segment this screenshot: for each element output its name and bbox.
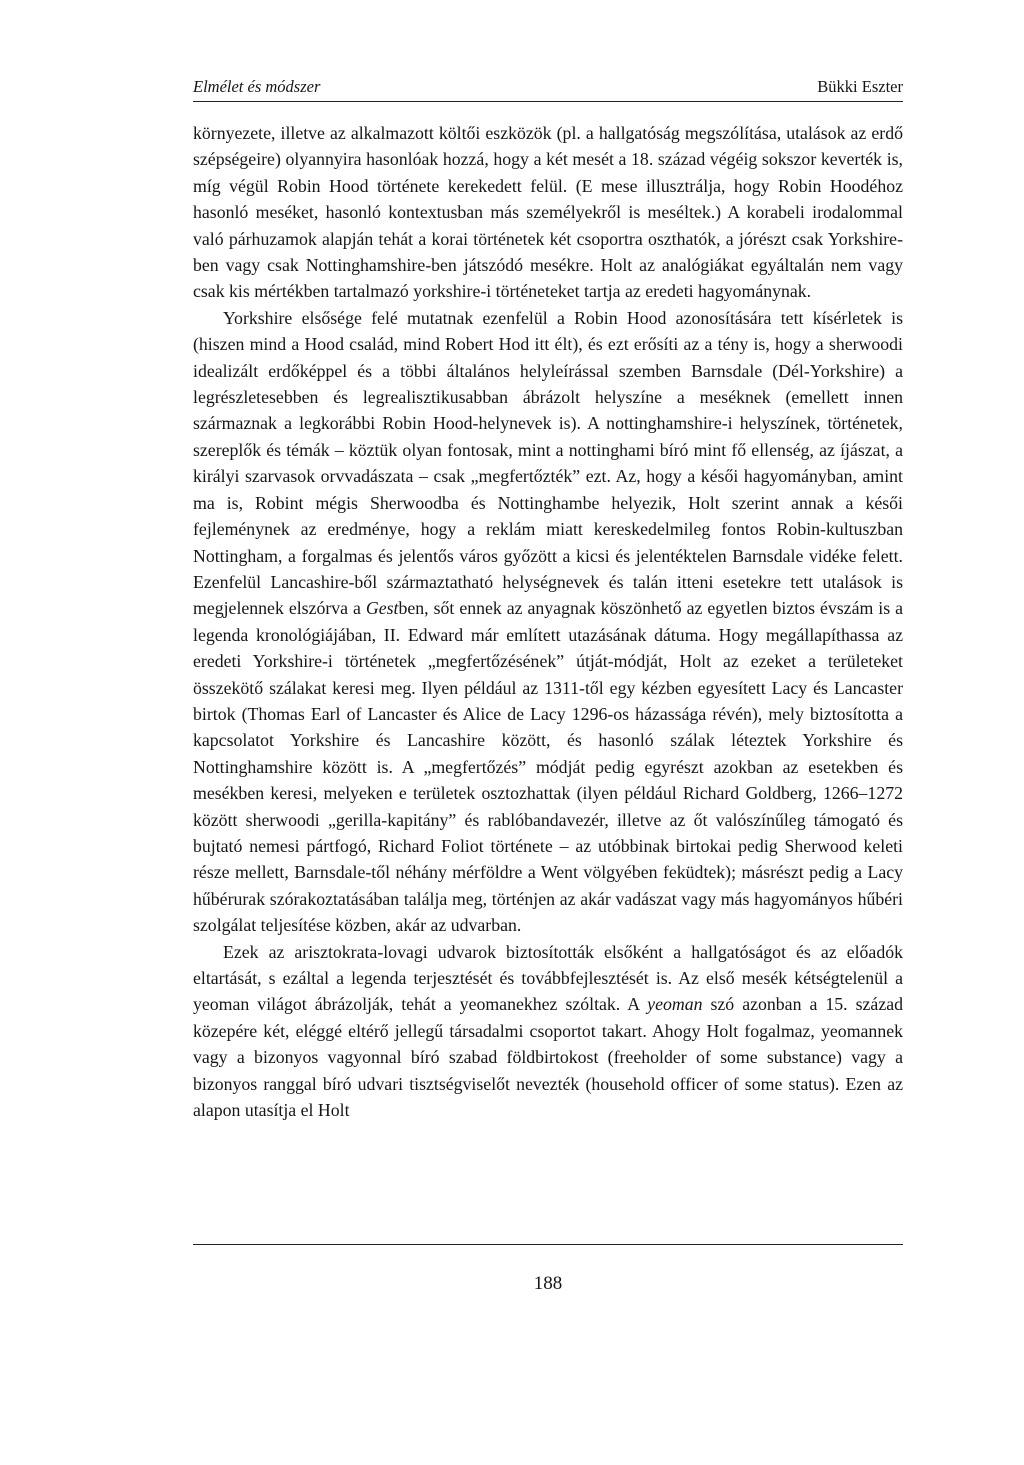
body-text bbox=[193, 120, 903, 1123]
paragraph-2 bbox=[193, 305, 903, 939]
section-title: Elmélet és módszer bbox=[193, 77, 321, 96]
paragraph-3-continued: szó azonban a 15. század közepére két, eléggé eltérő jellegű társadalmi csoportot takart. Ahogy Holt fogalmaz, yeomannek vagy a bizonyos vagyonnal bíró szabad földbirtokost (freeholder of some substance) vagy a bizonyos ranggal bíró udvari tisztségviselőt nevezték (household officer of some status). Ezen az alapon utasítja el Holt bbox=[193, 994, 903, 1121]
footer-divider bbox=[193, 1244, 903, 1245]
paragraph-2-text: Yorkshire elsősége felé mutatnak ezenfelül a Robin Hood azonosítására tett kísérletek is (hiszen mind a Hood család, mind Robert Hod itt élt), és ezt erősíti az a tény is, hogy a sherwoodi idealizált erdőképpel és a többi általános helyleírással szemben Barnsdale (Dél-Yorkshire) a legrészletesebben és legrealisztikusabban ábrázolt helyszíne a meséknek (emellett innen származnak a legkorábbi Robin Hood-helynevek is). A nottinghamshire-i helyszínek, történetek, szereplők és témák – köztük olyan fontosak, mint a nottinghami bíró mint fő ellenség, az íjászat, a királyi szarvasok orvvadászata – csak „megfertőzték” ezt. Az, hogy a késői hagyományban, amint ma is, Robint mégis Sherwoodba és Nottinghambe helyezik, Holt szerint annak a késői fejleménynek az eredménye, hogy a reklám miatt kereskedelmileg fontos Robin-kultuszban Nottingham, a forgalmas és jelentős város győzött a kicsi és jelentéktelen Barnsdale vidéke felett. Ezenfelül Lancashire-ből származtatható helységnevek és talán itteni esetekre tett utalások is megjelennek elszórva a bbox=[193, 307, 903, 619]
paragraph-1: környezete, illetve az alkalmazott költői eszközök (pl. a hallgatóság megszólítása, utalások az erdő szépségeire) olyannyira hasonlóak hozzá, hogy a két mesét a 18. század végéig sokszor keverték is, míg végül Robin Hood története kerekedett felül. (E mese illusztrálja, hogy Robin Hoodéhoz hasonló meséket, hasonló kontextusban más személyekről is meséltek.) A korabeli irodalommal való párhuzamok alapján tehát a korai történetek két csoportra oszthatók, a jórészt csak Yorkshire-ben vagy csak Nottinghamshire-ben játszódó mesékre. Holt az analógiákat egyáltalán nem vagy csak kis mértékben tartalmazó yorkshire-i történeteket tartja az eredeti hagyománynak. bbox=[193, 123, 903, 302]
header-divider bbox=[193, 101, 903, 102]
paragraph-3-text: Ezek az arisztokrata-lovagi udvarok biztosították elsőként a hallgatóságot és az előadók eltartását, s ezáltal a legenda terjesztését és továbbfejlesztését is. Az első mesék kétségtelenül a yeoman világot ábrázolják, tehát a yeomanekhez szóltak. A bbox=[193, 941, 903, 1015]
document-page bbox=[193, 0, 903, 1465]
author-name: Bükki Eszter bbox=[817, 77, 903, 96]
page-number: 188 bbox=[533, 1273, 563, 1294]
italic-term-gest: Gest bbox=[365, 598, 399, 619]
paragraph-2-continued: ben, sőt ennek az anyagnak köszönhető az egyetlen biztos évszám is a legenda kronológiájában, II. Edward már említett utazásának dátuma. Hogy megállapíthassa az eredeti Yorkshire-i történetek „megfertőzésének” útját-módját, Holt az ezeket a területeket összekötő szálakat keresi meg. Ilyen például az 1311-től egy kézben egyesített Lacy és Lancaster birtok (Thomas Earl of Lancaster és Alice de Lacy 1296-os házassága révén), mely biztosította a kapcsolatot Yorkshire és Lancashire között, és hasonló szálak léteztek Yorkshire és Nottinghamshire között is. A „megfertőzés” módját pedig egyrészt azokban az esetekben és mesékben keresi, melyeken e területek osztozhattak (ilyen például Richard Goldberg, 1266–1272 között sherwoodi „gerilla-kapitány” és rablóbandavezér, illetve az őt valószínűleg támogató és bujtató nemesi pártfogó, Richard Foliot története – az utóbbinak birtokai pedig Sherwood keleti része mellett, Barnsdale-től néhány mérföldre a Went völgyében feküdtek); másrészt pedig a Lacy hűbérurak szórakoztatásában találja meg, történjen az akár vadászat vagy más hagyományos hűbéri szolgálat teljesítése közben, akár az udvarban. bbox=[193, 598, 904, 936]
italic-term-yeoman: yeoman bbox=[647, 994, 703, 1015]
running-header bbox=[193, 77, 903, 101]
paragraph-3 bbox=[193, 939, 903, 1124]
